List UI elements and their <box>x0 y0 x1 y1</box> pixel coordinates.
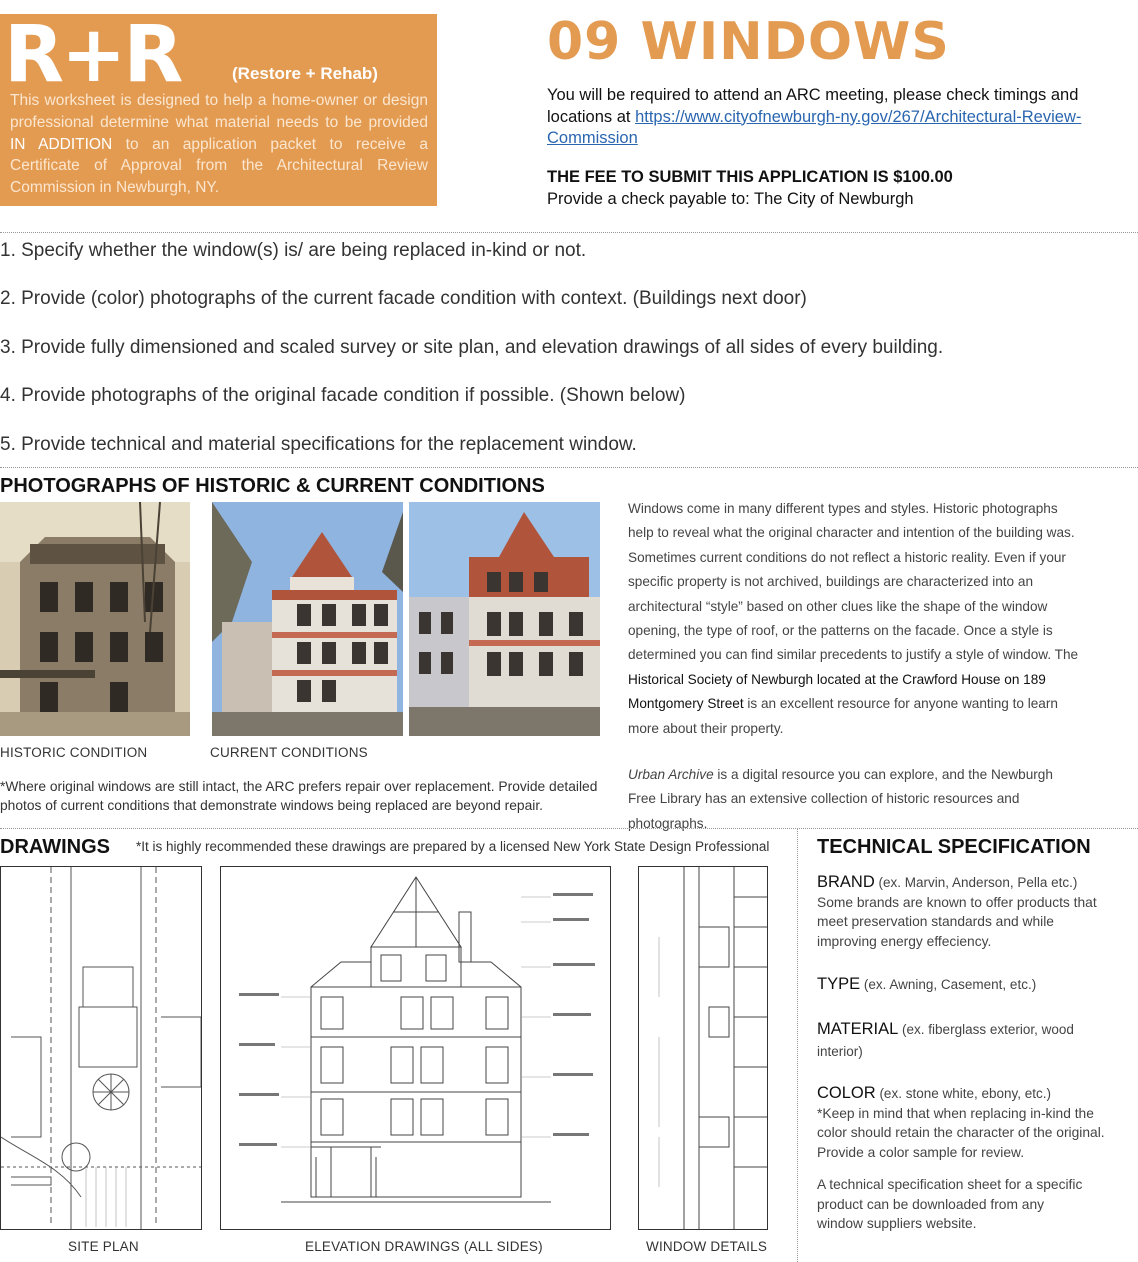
archive-info-text <box>628 763 1080 836</box>
fee-notice: THE FEE TO SUBMIT THIS APPLICATION IS $100.00 <box>547 168 953 186</box>
arc-link[interactable]: https://www.cityofnewburgh-ny.gov/267/Architectural-Review-Commission <box>547 107 1082 147</box>
repair-note: *Where original windows are still intact, the ARC prefers repair over replacement. Provide detailed photos of current conditions that demonstrate windows being replaced are beyond repair. <box>0 779 598 813</box>
spec-color-heading: COLOR <box>817 1084 876 1102</box>
caption-current: CURRENT CONDITIONS <box>210 745 368 760</box>
rr-subtitle: (Restore + Rehab) <box>232 64 378 83</box>
spec-material-example: (ex. fiberglass exterior, wood interior) <box>817 1022 1074 1059</box>
desc-text: This worksheet is designed to help a home-owner or design professional determine what material needs to be provided <box>10 92 428 131</box>
spec-brand-example: (ex. Marvin, Anderson, Pella etc.) <box>874 875 1078 890</box>
info-text: Windows come in many different types and styles. Historic photographs help to reveal what the original character and intention of the building was. Sometimes current conditions do not reflect a historic reality. Even if your specific property is not archived, buildings are characterized into an architectural “style” based on other clues like the shape of the window opening, the type of roof, or the patterns on the facade. Once a style is determined you can find similar precedents to justify a style of window. The <box>628 501 1079 663</box>
worksheet-description <box>10 90 428 199</box>
arc-text: You will be required to attend an ARC meeting, please check timings and locations at <box>547 86 1079 126</box>
spec-type <box>817 975 1107 995</box>
site-plan-drawing <box>0 866 202 1230</box>
spec-color <box>817 1084 1107 1162</box>
desc-text-2: to an application packet to receive a Certificate of Approval from the Architectural Review Commission in Newburgh, NY. <box>10 135 428 197</box>
window-details-drawing <box>638 866 768 1230</box>
spec-material-heading: MATERIAL <box>817 1020 899 1038</box>
arc-meeting-note <box>547 85 1107 150</box>
spec-type-heading: TYPE <box>817 975 861 993</box>
spec-brand-body: Some brands are known to offer products that meet preservation standards and while improving energy effeciency. <box>817 894 1097 949</box>
requirement-5: 5. Provide technical and material specifications for the replacement window. <box>0 434 637 455</box>
historical-society-text: Historical Society of Newburgh located at the Crawford House on 189 Montgomery Street <box>628 671 1046 712</box>
elevation-drawing <box>220 866 611 1230</box>
divider <box>0 828 1138 829</box>
rr-logo: R+R <box>4 10 181 100</box>
current-photo-1 <box>212 502 403 736</box>
caption-site-plan: SITE PLAN <box>68 1239 139 1254</box>
historic-info-text <box>628 497 1080 741</box>
payable-note: Provide a check payable to: The City of Newburgh <box>547 190 914 208</box>
drawings-title: DRAWINGS <box>0 836 110 858</box>
historic-photo <box>0 502 190 736</box>
current-photo-2 <box>409 502 600 736</box>
page-title: 09 WINDOWS <box>547 12 950 72</box>
info-text-2: is an excellent resource for anyone wanting to learn more about their property. <box>628 696 1058 736</box>
spec-footer: A technical specification sheet for a specific product can be downloaded from any window suppliers website. <box>817 1177 1083 1231</box>
requirement-2: 2. Provide (color) photographs of the current facade condition with context. (Buildings next door) <box>0 288 807 309</box>
requirement-3: 3. Provide fully dimensioned and scaled survey or site plan, and elevation drawings of all sides of every building. <box>0 337 944 358</box>
spec-type-example: (ex. Awning, Casement, etc.) <box>860 977 1037 992</box>
requirement-1: 1. Specify whether the window(s) is/ are being replaced in-kind or not. <box>0 240 587 261</box>
archive-rest-text: is a digital resource you can explore, and the Newburgh Free Library has an extensive collection of historic resources and photographs. <box>628 767 1053 831</box>
spec-material <box>817 1018 1107 1063</box>
photos-title: PHOTOGRAPHS OF HISTORIC & CURRENT CONDITIONS <box>0 475 545 497</box>
desc-bold: IN ADDITION <box>10 135 113 153</box>
spec-brand-heading: BRAND <box>817 873 875 891</box>
header-banner <box>0 10 437 206</box>
vertical-divider <box>797 829 798 1262</box>
caption-window-details: WINDOW DETAILS <box>646 1239 768 1254</box>
tech-spec-title: TECHNICAL SPECIFICATION <box>817 836 1091 858</box>
spec-color-body: *Keep in mind that when replacing in-kind the color should retain the character of the original. Provide a color sample for review. <box>817 1105 1105 1160</box>
requirement-4: 4. Provide photographs of the original facade condition if possible. (Shown below) <box>0 385 686 406</box>
drawings-note: *It is highly recommended these drawings are prepared by a licensed New York State Design Professional <box>136 839 770 854</box>
divider <box>0 232 1138 233</box>
urban-archive-text: Urban Archive <box>628 767 714 782</box>
spec-color-example: (ex. stone white, ebony, etc.) <box>875 1086 1052 1101</box>
divider <box>0 467 1138 468</box>
caption-elevation: ELEVATION DRAWINGS (ALL SIDES) <box>305 1239 543 1254</box>
spec-brand <box>817 873 1107 951</box>
caption-historic: HISTORIC CONDITION <box>0 745 148 760</box>
